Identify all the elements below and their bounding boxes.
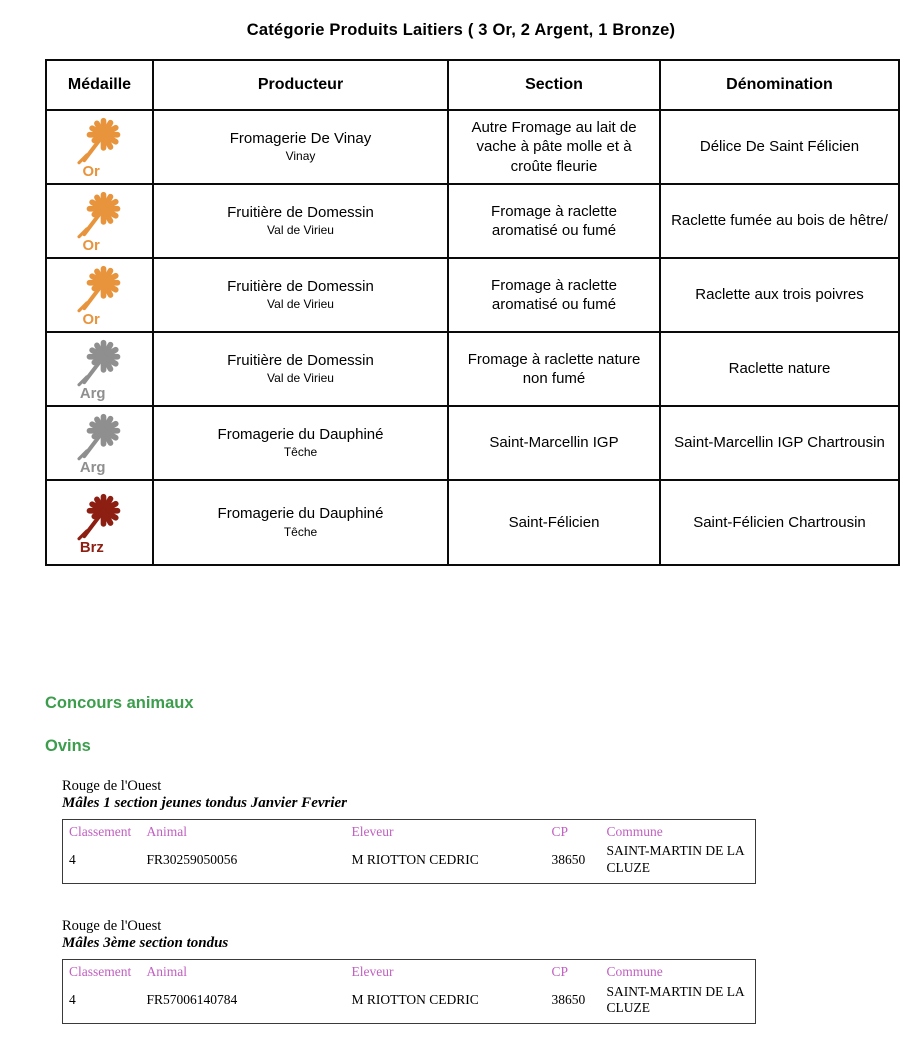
column-header-commune: Commune (606, 823, 663, 839)
section-cell (448, 258, 660, 332)
medal-cell (46, 258, 153, 332)
section-text: Saint-Félicien (508, 513, 600, 531)
table-row (63, 982, 756, 1024)
silver-medal-leaf-icon (72, 336, 128, 402)
medal-label: Arg (79, 459, 105, 476)
section-text: Autre Fromage au lait de vache à pâte molle et à croûte fleurie (471, 119, 637, 175)
medal-label: Brz (79, 539, 104, 556)
table-row (46, 110, 899, 184)
ovins-heading: Ovins (45, 737, 91, 755)
column-header-section: Section (448, 60, 660, 110)
medal-cell (46, 332, 153, 406)
table-row (46, 480, 899, 565)
section-cell (448, 332, 660, 406)
denomination-cell (660, 406, 899, 480)
denomination-cell (660, 184, 899, 258)
rank-cell: 4 (69, 851, 76, 867)
ovins-group-2 (62, 918, 922, 1024)
column-header-eleveur: Eleveur (351, 823, 394, 839)
producer-name: Fruitière de Domessin (227, 203, 374, 221)
ovins-results-table-2 (62, 959, 756, 1024)
column-header-animal: Animal (146, 964, 187, 980)
section-cell (448, 406, 660, 480)
column-header-classement: Classement (69, 964, 132, 980)
dairy-header-row (46, 60, 899, 110)
cp-cell: 38650 (551, 851, 586, 867)
column-header-producteur: Producteur (153, 60, 448, 110)
producer-name: Fruitière de Domessin (227, 351, 374, 369)
denomination-cell (660, 332, 899, 406)
medal-cell (46, 480, 153, 565)
producer-cell (153, 406, 448, 480)
medal-label: Or (82, 311, 100, 328)
table-row (46, 184, 899, 258)
column-header-commune: Commune (606, 964, 663, 980)
animals-header-row (63, 960, 756, 982)
contest-section-name: Mâles 1 section jeunes tondus Janvier Fevrier (62, 794, 348, 811)
section-text: Fromage à raclette nature non fumé (467, 350, 641, 387)
medal-cell (46, 110, 153, 184)
producer-cell (153, 110, 448, 184)
table-row (46, 258, 899, 332)
section-text: Saint-Marcellin IGP (489, 434, 619, 452)
producer-name: Fruitière de Domessin (227, 277, 374, 295)
medal-label: Or (82, 237, 100, 254)
ovins-group-1 (62, 778, 922, 884)
denomination-cell (660, 258, 899, 332)
column-header-animal: Animal (146, 823, 187, 839)
commune-cell: SAINT-MARTIN DE LA CLUZE (606, 983, 744, 1016)
gold-medal-leaf-icon (72, 188, 128, 254)
section-cell (448, 110, 660, 184)
denomination-cell (660, 480, 899, 565)
section-cell (448, 184, 660, 258)
producer-name: Fromagerie du Dauphiné (217, 505, 384, 523)
breed-name: Rouge de l'Ouest (62, 778, 162, 794)
denomination-text: Saint-Félicien Chartrousin (693, 513, 866, 531)
denomination-text: Saint-Marcellin IGP Chartrousin (674, 434, 885, 452)
dairy-results-table (45, 59, 900, 566)
producer-town: Val de Virieu (267, 297, 334, 312)
denomination-text: Délice De Saint Félicien (699, 138, 860, 156)
producer-town: Val de Virieu (267, 371, 334, 386)
section-text: Fromage à raclette aromatisé ou fumé (491, 276, 617, 313)
rank-cell: 4 (69, 992, 76, 1008)
table-row (63, 841, 756, 883)
column-header-denomination: Dénomination (660, 60, 899, 110)
gold-medal-leaf-icon (72, 262, 128, 328)
producer-cell (153, 480, 448, 565)
producer-name: Fromagerie du Dauphiné (217, 425, 384, 443)
animal-id-cell: FR57006140784 (146, 992, 238, 1008)
gold-medal-leaf-icon (72, 114, 128, 180)
producer-town: Vinay (285, 149, 316, 164)
producer-cell (153, 332, 448, 406)
column-header-cp: CP (551, 964, 569, 980)
medal-cell (46, 184, 153, 258)
section-text: Fromage à raclette aromatisé ou fumé (491, 202, 617, 239)
table-row (46, 332, 899, 406)
producer-town: Têche (283, 524, 318, 539)
contest-section-name: Mâles 3ème section tondus (62, 934, 229, 951)
column-header-classement: Classement (69, 823, 132, 839)
bronze-medal-leaf-icon (72, 490, 128, 556)
medal-label: Or (82, 163, 100, 180)
medal-label: Arg (79, 385, 105, 402)
silver-medal-leaf-icon (72, 410, 128, 476)
commune-cell: SAINT-MARTIN DE LA CLUZE (606, 843, 744, 876)
section-cell (448, 480, 660, 565)
column-header-eleveur: Eleveur (351, 964, 394, 980)
producer-town: Têche (283, 445, 318, 460)
column-header-cp: CP (551, 823, 569, 839)
cp-cell: 38650 (551, 992, 586, 1008)
denomination-text: Raclette aux trois poivres (695, 286, 864, 304)
breeder-cell: M RIOTTON CEDRIC (351, 851, 479, 867)
producer-name: Fromagerie De Vinay (229, 129, 372, 147)
producer-town: Val de Virieu (267, 223, 334, 238)
denomination-text: Raclette nature (728, 360, 831, 378)
denomination-cell (660, 110, 899, 184)
animals-header-row (63, 819, 756, 841)
breeder-cell: M RIOTTON CEDRIC (351, 992, 479, 1008)
concours-animaux-heading: Concours animaux (45, 694, 194, 712)
denomination-text: Raclette fumée au bois de hêtre/ (671, 212, 888, 230)
animal-id-cell: FR30259050056 (146, 851, 238, 867)
table-row (46, 406, 899, 480)
producer-cell (153, 184, 448, 258)
medal-cell (46, 406, 153, 480)
dairy-category-title: Catégorie Produits Laitiers ( 3 Or, 2 Argent, 1 Bronze) (246, 21, 676, 39)
producer-cell (153, 258, 448, 332)
breed-name: Rouge de l'Ouest (62, 918, 162, 935)
column-header-medaille: Médaille (46, 60, 153, 110)
ovins-results-table-1 (62, 819, 756, 884)
